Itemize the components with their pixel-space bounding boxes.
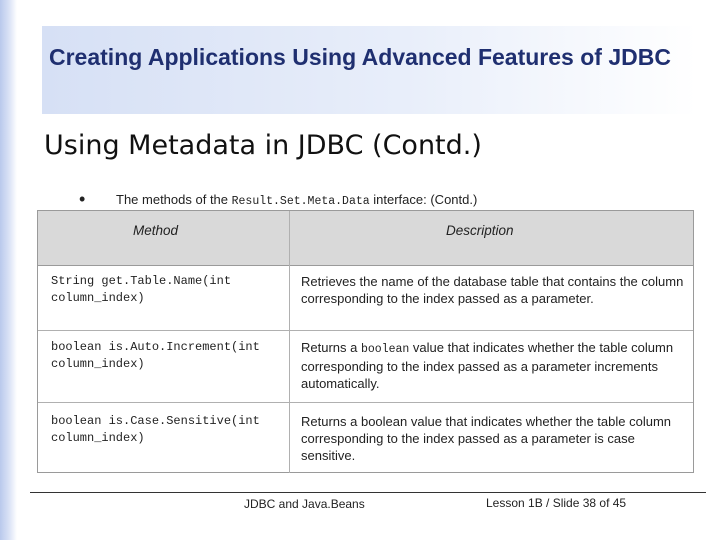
description-code: boolean [360, 343, 410, 356]
column-header-method: Method [133, 223, 179, 238]
header-divider [289, 211, 290, 266]
column-divider [289, 266, 290, 330]
method-cell: boolean is.Case.Sensitive(int column_index) [51, 414, 260, 445]
table-row [38, 266, 693, 331]
bullet-text [116, 192, 477, 208]
description-prefix: Returns a [301, 340, 361, 355]
table-header-row [38, 211, 693, 266]
footer-divider [30, 492, 706, 493]
table-row [38, 331, 693, 403]
bullet-icon: • [79, 189, 86, 209]
method-cell: String get.Table.Name(int column_index) [51, 274, 232, 305]
description-cell: Returns a boolean value that indicates whether the table column corresponding to the index passed as a parameter is case sensitive. [301, 414, 672, 463]
description-suffix: value that indicates whether the table column corresponding to the index passed as a parameter increments automatically. [301, 340, 674, 391]
footer-lesson: Lesson 1B / Slide 38 of 45 [486, 496, 627, 510]
footer-course: JDBC and Java.Beans [244, 497, 365, 511]
description-cell: Retrieves the name of the database table that contains the column corresponding to the index passed as a parameter. [301, 274, 684, 306]
column-divider [289, 331, 290, 402]
methods-table [37, 210, 694, 473]
description-cell [301, 339, 686, 392]
table-row [38, 403, 693, 473]
bullet-prefix: The methods of the [116, 192, 232, 207]
slide-title: Using Metadata in JDBC (Contd.) [44, 130, 482, 161]
left-accent-bar [0, 0, 17, 540]
bullet-suffix: interface: (Contd.) [369, 192, 478, 207]
column-header-description: Description [446, 223, 514, 238]
method-cell: boolean is.Auto.Increment(int column_index) [51, 340, 260, 371]
header-title: Creating Applications Using Advanced Features of JDBC [49, 44, 671, 70]
column-divider [289, 403, 290, 473]
bullet-code: Result.Set.Meta.Data [231, 195, 370, 208]
